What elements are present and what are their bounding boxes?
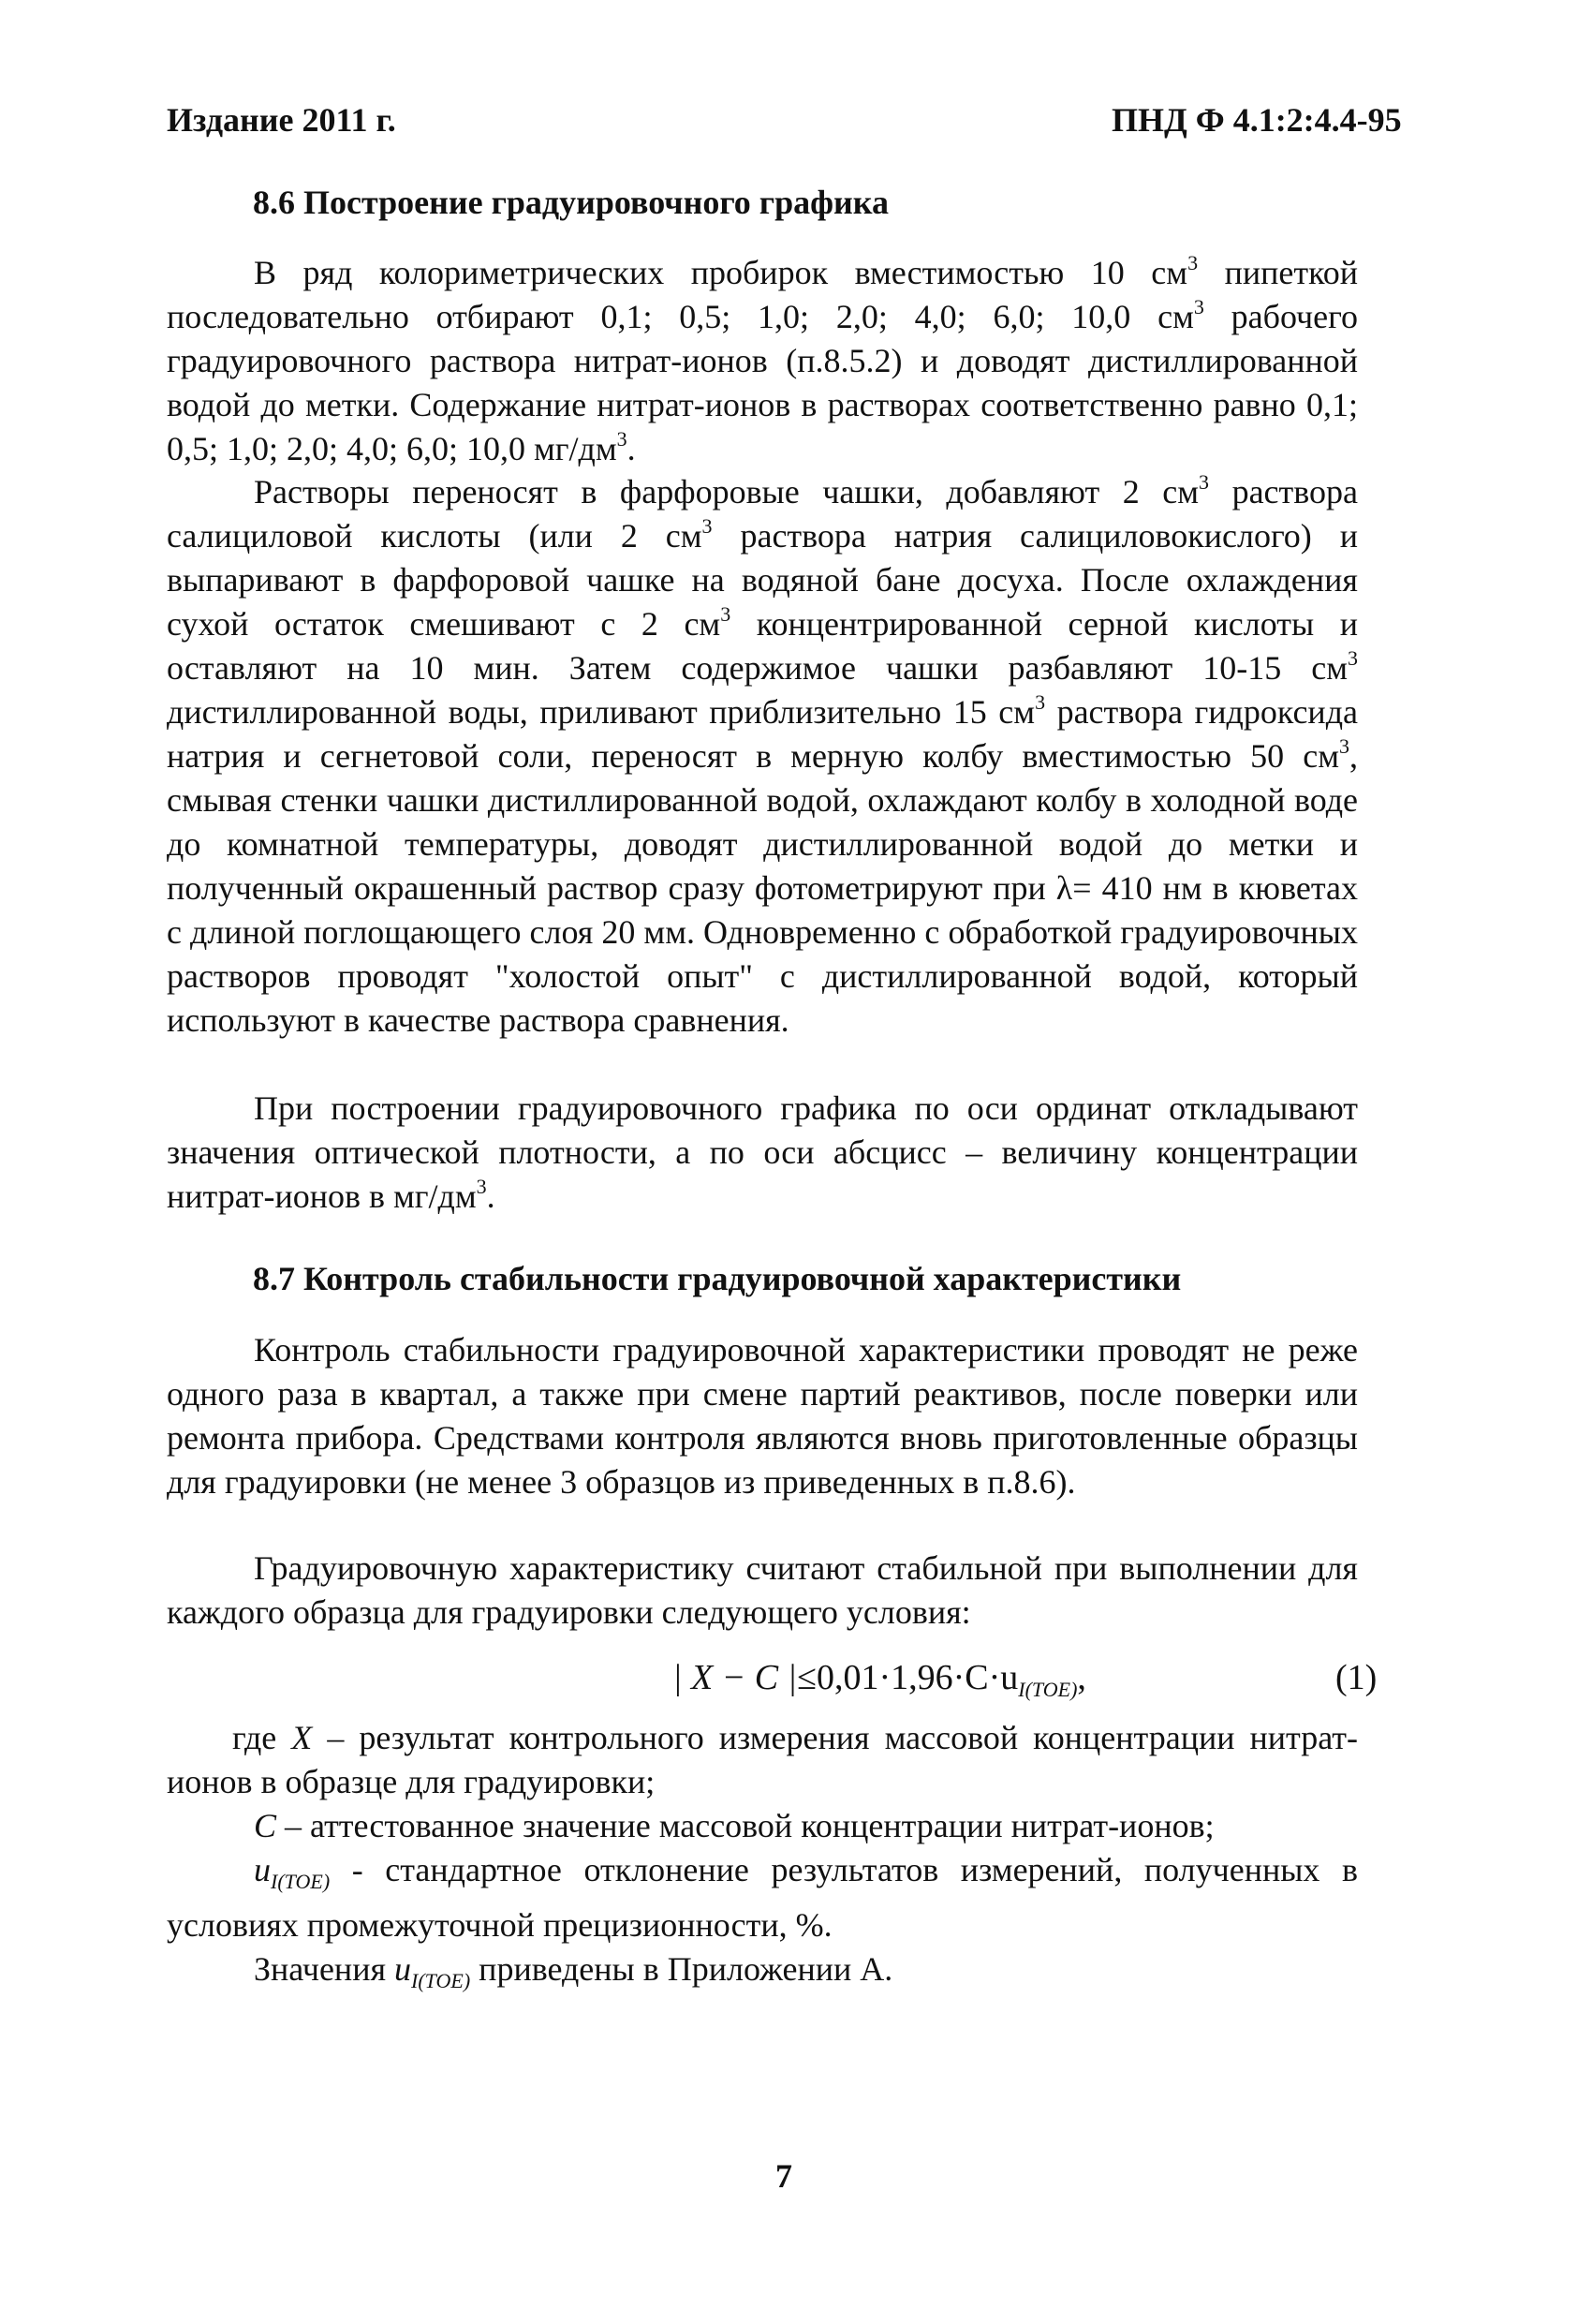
section-8-6-paragraph-2: Растворы переносят в фарфоровые чашки, добавляют 2 $см^3$ раствора салициловой кислоты (или 2 $см^3$ раствора натрия салициловокислого) и выпаривают в фарфоровой чашке на водяной бане досуха. После охлаждения сухой остаток смешивают с 2 $см^3$ концентрированной серной кислоты и оставляют на 10 мин. Затем содержимое чашки разбавляют 10-15 $см^3$ дистиллированной воды, приливают приблизительно 15 $см^3$ раствора гидроксида натрия и сегнетовой соли, переносят в мерную колбу вместимостью 50 $см^3$, смывая стенки чашки дистиллированной водой, охлаждают колбу в холодной воде до комнатной температуры, доводят дистиллированной водой до метки и полученный окрашенный раствор сразу фотометрируют при λ= 410 нм в кюветах с длиной поглощающего слоя 20 мм. Одновременно с обработкой градуировочных растворов проводят "холостой опыт" с дистиллированной водой, который используют в качестве раствора сравнения. — [167, 470, 1359, 1039]
page-number: 7 — [775, 2157, 792, 2195]
formula-number: (1) — [1335, 1658, 1378, 1697]
section-8-7-title: 8.7 Контроль стабильности градуировочной характеристики — [253, 1260, 1182, 1297]
section-8-7-paragraph-2: Градуировочную характеристику считают стабильной при выполнении для каждого образца для градуировки следующего условия: — [167, 1549, 1358, 1631]
section-8-7-paragraph-1: Контроль стабильности градуировочной характеристики проводят не реже одного раза в квартал, а также при смене партий реактивов, после поверки или ремонта прибора. Средствами контроля являются вновь приготовленные образцы для градуировки (не менее 3 образцов из приведенных в п.8.6). — [167, 1331, 1358, 1501]
definition-x: где X – результат контрольного измерения массовой концентрации нитрат-ионов в образце для градуировки; — [167, 1719, 1358, 1800]
formula-1 — [167, 1651, 1378, 1704]
formula-definitions — [167, 1716, 1358, 2003]
section-8-6-title: 8.6 Построение градуировочного графика — [253, 184, 889, 221]
edition-label: Издание 2011 г. — [167, 101, 396, 139]
document-code: ПНД Ф 4.1:2:4.4-95 — [1112, 101, 1402, 139]
formula-expression: | X − C $|\le 0,01\cdot 1,96\cdot C\cdot u_{I(TOE)}$, — [672, 1658, 1086, 1701]
section-8-6-paragraph-1: В ряд колориметрических пробирок вместимостью 10 $см^3$ пипеткой последовательно отбирают 0,1; 0,5; 1,0; 2,0; 4,0; 6,0; 10,0 $см^3$ рабочего градуировочного раствора нитрат-ионов (п.8.5.2) и доводят дистиллированной водой до метки. Содержание нитрат-ионов в растворах соответственно равно 0,1; 0,5; 1,0; 2,0; 4,0; 6,0; 10,0 $мг/дм^3$. — [167, 251, 1359, 467]
definition-u: $u_{I(TOE)}$ - стандартное отклонение результатов измерений, полученных в условиях промежуточной прецизионности, %. — [167, 1851, 1358, 1944]
section-8-6-paragraph-3: При построении градуировочного графика по оси ординат откладывают значения оптической плотности, а по оси абсцисс – величину концентрации нитрат-ионов в $мг/дм^3$. — [167, 1089, 1358, 1215]
appendix-reference: Значения $u_{I(TOE)}$ приведены в Приложении А. — [254, 1950, 893, 1992]
definition-c: C – аттестованное значение массовой концентрации нитрат-ионов; — [254, 1807, 1215, 1844]
